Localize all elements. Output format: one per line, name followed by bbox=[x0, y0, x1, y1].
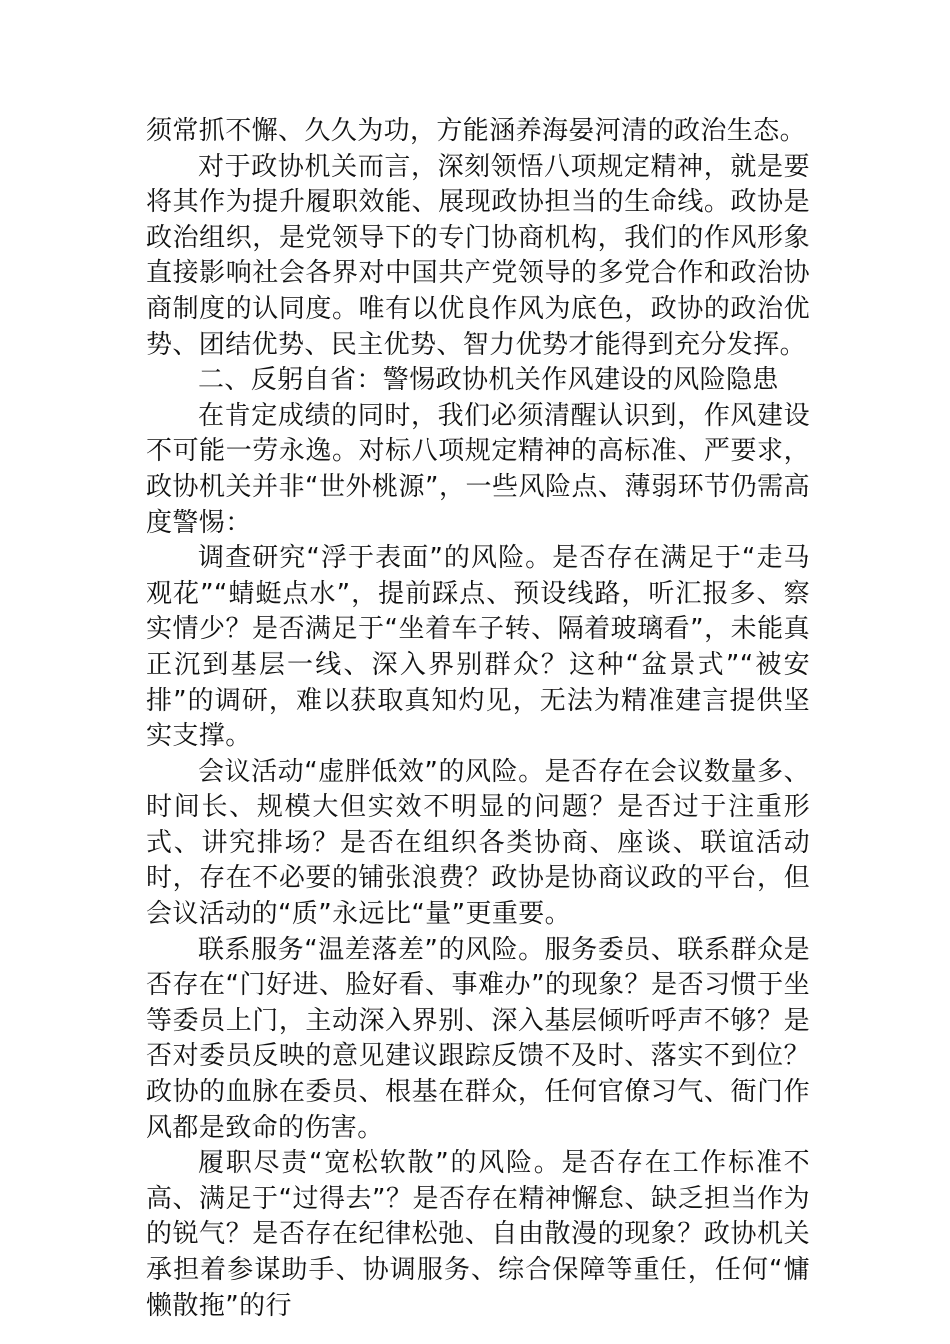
section-heading: 二、反躬自省：警惕政协机关作风建设的风险隐患 bbox=[198, 365, 779, 396]
document-body bbox=[146, 114, 810, 1324]
paragraph: 对于政协机关而言，深刻领悟八项规定精神，就是要将其作为提升履职效能、展现政协担当的生命线。政协是政治组织，是党领导下的专门协商机构，我们的作风形象直接影响社会各界对中国共产党领导的多党合作和政治协商制度的认同度。唯有以优良作风为底色，政协的政治优势、团结优势、民主优势、智力优势才能得到充分发挥。 bbox=[146, 151, 810, 360]
paragraph: 履职尽责“宽松软散”的风险。是否存在工作标准不高、满足于“过得去”？是否存在精神懈怠、缺乏担当作为的锐气？是否存在纪律松弛、自由散漫的现象？政协机关承担着参谋助手、协调服务、综合保障等重任，任何“慵懒散拖”的行 bbox=[146, 1148, 810, 1321]
paragraph: 会议活动“虚胖低效”的风险。是否存在会议数量多、时间长、规模大但实效不明显的问题？是否过于注重形式、讲究排场？是否在组织各类协商、座谈、联谊活动时，存在不必要的铺张浪费？政协是协商议政的平台，但会议活动的“质”永远比“量”更重要。 bbox=[146, 756, 810, 930]
paragraph: 联系服务“温差落差”的风险。服务委员、联系群众是否存在“门好进、脸好看、事难办”的现象？是否习惯于坐等委员上门，主动深入界别、深入基层倾听呼声不够？是否对委员反映的意见建议跟踪反馈不及时、落实不到位？政协的血脉在委员、根基在群众，任何官僚习气、衙门作风都是致命的伤害。 bbox=[146, 934, 810, 1143]
paragraph-continuation: 须常抓不懈、久久为功，方能涵养海晏河清的政治生态。 bbox=[146, 116, 807, 146]
paragraph: 调查研究“浮于表面”的风险。是否存在满足于“走马观花”“蜻蜓点水”，提前踩点、预设线路，听汇报多、察实情少？是否满足于“坐着车子转、隔着玻璃看”，未能真正沉到基层一线、深入界别群众？这种“盆景式”“被安排”的调研，难以获取真知灼见，无法为精准建言提供坚实支撑。 bbox=[146, 543, 810, 752]
paragraph: 在肯定成绩的同时，我们必须清醒认识到，作风建设不可能一劳永逸。对标八项规定精神的高标准、严要求，政协机关并非“世外桃源”，一些风险点、薄弱环节仍需高度警惕： bbox=[146, 400, 810, 538]
